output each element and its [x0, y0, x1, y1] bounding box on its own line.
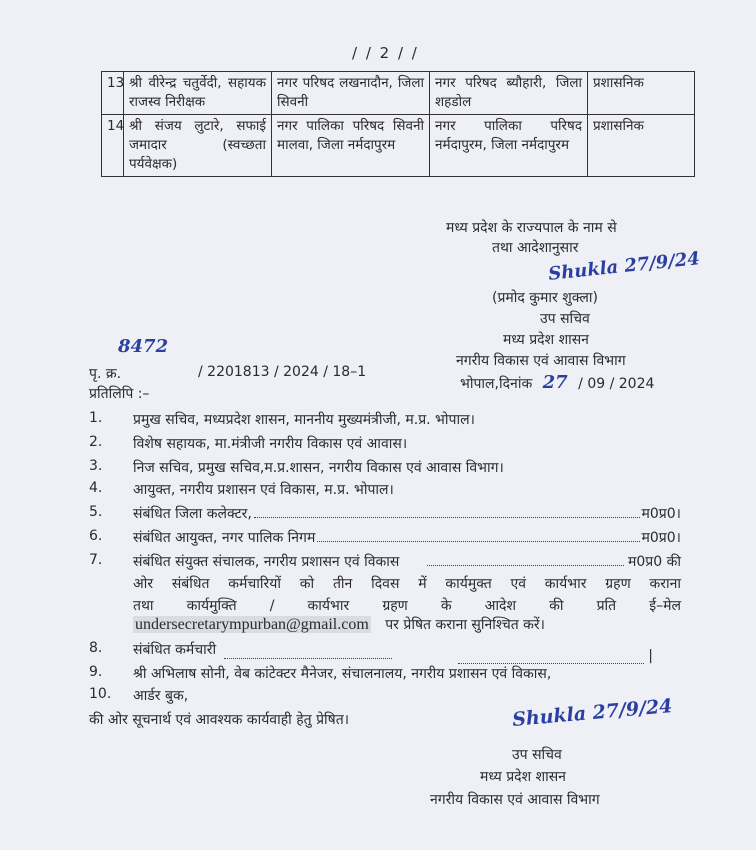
fill-dots [458, 652, 644, 664]
transfer-type: प्रशासनिक [588, 72, 695, 115]
serial-number: 14 [102, 115, 124, 177]
list-number: 2. [89, 434, 103, 450]
list-item-suffix: म0प्र0 की [628, 554, 681, 570]
page-number: / / 2 / / [352, 44, 419, 62]
to-posting: नगर पालिका परिषद नर्मदापुरम, जिला नर्मदापुरम [430, 115, 588, 177]
table-row [102, 72, 695, 115]
signatory-name: (प्रमोद कुमार शुक्ला) [492, 290, 598, 306]
list-item: संबंधित कर्मचारी | [133, 642, 653, 664]
fill-dots [224, 640, 392, 659]
list-item: निज सचिव, प्रमुख सचिव,म.प्र.शासन, नगरीय विकास एवं आवास विभाग। [133, 460, 504, 476]
item7-line-4-text: पर प्रेषित कराना सुनिश्चित करें। [385, 617, 545, 633]
list-number: 10. [89, 686, 112, 702]
signatory-department: नगरीय विकास एवं आवास विभाग [456, 353, 626, 369]
signatory-govt: मध्य प्रदेश शासन [503, 332, 589, 348]
list-number: 8. [89, 640, 103, 656]
list-item [133, 528, 681, 547]
list-item: आयुक्त, नगरीय प्रशासन एवं विकास, म.प्र. भोपाल। [133, 482, 394, 498]
closing-line: की ओर सूचनार्थ एवं आवश्यक कार्यवाही हेतु प्रेषित। [89, 712, 350, 728]
list-number: 1. [89, 410, 103, 426]
employee-name: श्री संजय लुटारे, सफाई जमादार (स्वच्छता पर्यवेक्षक) [124, 115, 272, 177]
fill-dots [254, 504, 640, 518]
place-date [460, 372, 654, 393]
transfer-table [101, 71, 695, 177]
footer-govt: मध्य प्रदेश शासन [480, 769, 566, 785]
list-item [133, 504, 681, 523]
list-item: श्री अभिलाष सोनी, वेब कांटेक्टर मैनेजर, संचालनालय, नगरीय प्रशासन एवं विकास, [133, 666, 552, 682]
list-number: 6. [89, 528, 103, 544]
list-number: 9. [89, 664, 103, 680]
list-item [133, 552, 681, 571]
item7-line-4 [133, 615, 545, 634]
place-date-label: भोपाल,दिनांक [460, 376, 533, 392]
serial-number: 13 [102, 72, 124, 115]
list-number: 5. [89, 504, 103, 520]
copy-label: प्रतिलिपि :– [89, 386, 150, 402]
date-day: 27 [542, 372, 568, 393]
employee-name: श्री वीरेन्द्र चतुर्वेदी, सहायक राजस्व निरीक्षक [124, 72, 272, 115]
transfer-type: प्रशासनिक [588, 115, 695, 177]
signatory-designation: उप सचिव [540, 311, 590, 327]
order-line-1: मध्य प्रदेश के राज्यपाल के नाम से [446, 220, 617, 236]
date-rest: / 09 / 2024 [578, 376, 655, 392]
table-row [102, 115, 695, 177]
item7-line-3: तथा कार्यमुक्ति / कार्यभार ग्रहण के आदेश की प्रति ई–मेल [133, 598, 681, 614]
footer-designation: उप सचिव [512, 747, 562, 763]
list-number: 7. [89, 552, 103, 568]
list-item: विशेष सहायक, मा.मंत्रीजी नगरीय विकास एवं आवास। [133, 436, 408, 452]
list-item-text: संबंधित जिला कलेक्टर, [133, 506, 252, 522]
reference-label: पृ. क्र. [89, 366, 122, 382]
fill-dots [427, 552, 624, 566]
list-item-text: संबंधित कर्मचारी [133, 642, 217, 658]
item7-line-2: ओर संबंधित कर्मचारियों को तीन दिवस में कार्यमुक्त एवं कार्यभार ग्रहण कराना [133, 576, 681, 592]
list-item: प्रमुख सचिव, मध्यप्रदेश शासन, माननीय मुख्यमंत्रीजी, म.प्र. भोपाल। [133, 412, 475, 428]
order-line-2: तथा आदेशानुसार [492, 240, 579, 256]
from-posting: नगर परिषद लखनादौन, जिला सिवनी [272, 72, 430, 115]
list-item-suffix: म0प्र0। [641, 506, 681, 522]
footer-department: नगरीय विकास एवं आवास विभाग [430, 792, 600, 808]
fill-dots [317, 528, 639, 542]
email-address: undersecretarympurban@gmail.com [135, 616, 369, 633]
from-posting: नगर पालिका परिषद सिवनी मालवा, जिला नर्मदापुरम [272, 115, 430, 177]
signature-1: Shukla 27/9/24 [547, 248, 701, 285]
list-item: आर्डर बुक, [133, 688, 189, 704]
list-item-text: संबंधित आयुक्त, नगर पालिक निगम [133, 530, 316, 546]
signature-2: Shukla 27/9/24 [511, 695, 674, 731]
list-item-suffix: म0प्र0। [641, 530, 681, 546]
reference-number: / 2201813 / 2024 / 18–1 [198, 364, 367, 380]
list-number: 4. [89, 480, 103, 496]
memo-hand-number: 8472 [118, 336, 169, 357]
to-posting: नगर परिषद ब्यौहारी, जिला शहडोल [430, 72, 588, 115]
list-number: 3. [89, 458, 103, 474]
list-item-text: संबंधित संयुक्त संचालक, नगरीय प्रशासन एवं विकास [133, 554, 400, 570]
